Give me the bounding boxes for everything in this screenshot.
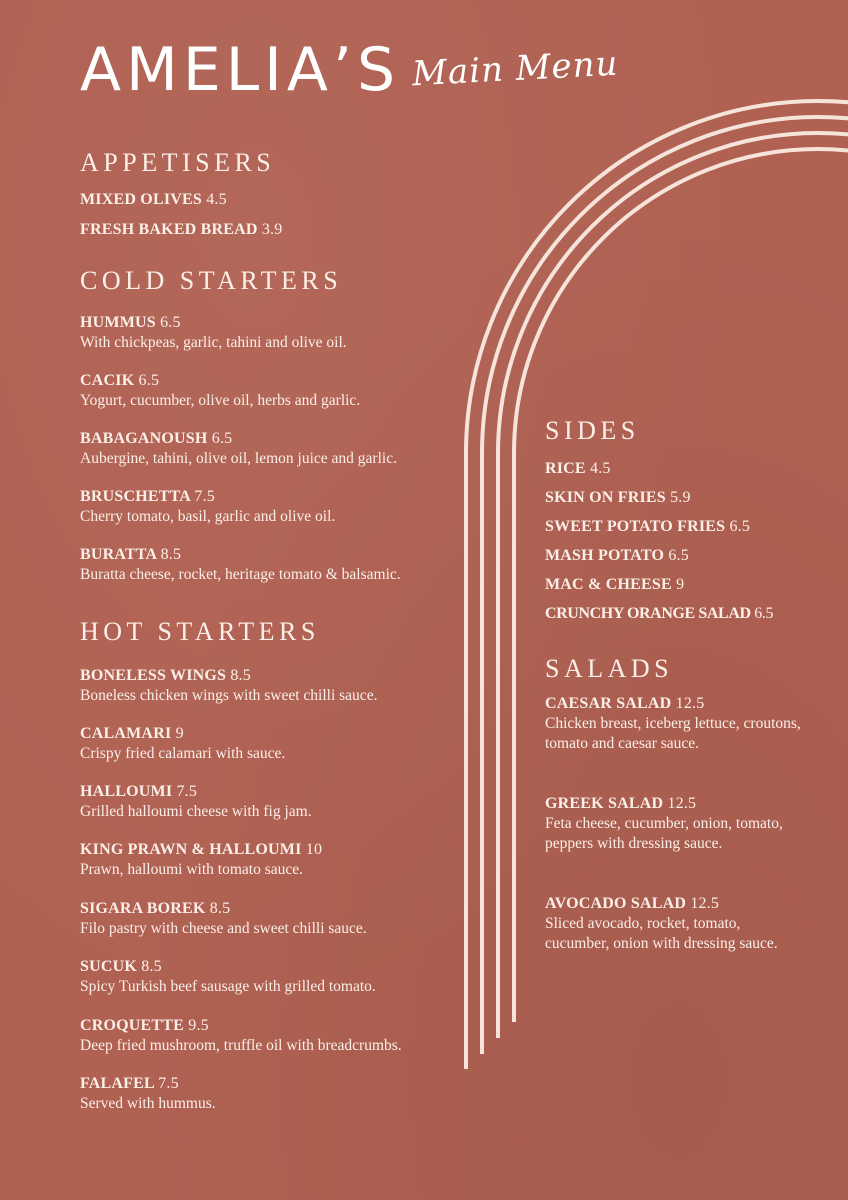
item-price: 5.9	[670, 489, 691, 506]
item-description: Crispy fried calamari with sauce.	[80, 745, 286, 762]
menu-item	[545, 577, 684, 593]
menu-item	[80, 666, 377, 706]
item-name: MAC & CHEESE	[545, 576, 672, 593]
menu-item	[80, 222, 282, 238]
item-description: Cherry tomato, basil, garlic and olive oil.	[80, 508, 336, 525]
item-price: 6.5	[668, 547, 689, 564]
item-name: BABAGANOUSH	[80, 430, 208, 447]
hot-starters-heading: HOT STARTERS	[80, 617, 320, 646]
item-name: SUCUK	[80, 958, 138, 975]
item-name: KING PRAWN & HALLOUMI	[80, 841, 302, 858]
item-price: 12.5	[675, 695, 705, 712]
menu-item	[80, 899, 367, 939]
item-name: BURATTA	[80, 546, 157, 563]
item-description: Prawn, halloumi with tomato sauce.	[80, 861, 303, 878]
menu-script-title: Main Menu	[411, 43, 620, 95]
item-name: CACIK	[80, 372, 135, 389]
menu-item	[80, 371, 360, 411]
item-name: AVOCADO SALAD	[545, 895, 687, 912]
item-price: 12.5	[667, 795, 697, 812]
item-description: Filo pastry with cheese and sweet chilli sauce.	[80, 920, 367, 937]
item-description: Feta cheese, cucumber, onion, tomato, peppers with dressing sauce.	[545, 815, 783, 852]
item-price: 7.5	[158, 1075, 179, 1092]
item-name: CRUNCHY ORANGE SALAD	[545, 605, 751, 622]
item-description: Served with hummus.	[80, 1095, 216, 1112]
item-description: Spicy Turkish beef sausage with grilled tomato.	[80, 978, 376, 995]
item-price: 4.5	[590, 460, 611, 477]
item-name: CALAMARI	[80, 725, 172, 742]
menu-item	[80, 724, 285, 764]
menu-item	[545, 519, 750, 535]
item-price: 6.5	[754, 605, 774, 622]
item-name: SIGARA BOREK	[80, 900, 206, 917]
menu-item	[545, 794, 805, 854]
item-price: 9	[676, 576, 685, 593]
item-price: 3.9	[261, 221, 283, 238]
menu-item	[545, 894, 805, 954]
item-price: 8.5	[230, 667, 251, 684]
item-name: CAESAR SALAD	[545, 695, 672, 712]
item-name: HUMMUS	[80, 314, 156, 331]
item-description: With chickpeas, garlic, tahini and olive oil.	[80, 334, 347, 351]
item-description: Sliced avocado, rocket, tomato, cucumber, onion with dressing sauce.	[545, 915, 778, 952]
menu-item	[80, 192, 227, 208]
item-name: BONELESS WINGS	[80, 667, 227, 684]
cold-starters-heading: COLD STARTERS	[80, 266, 343, 295]
restaurant-name: AMELIA’S	[80, 35, 401, 105]
item-price: 7.5	[176, 783, 198, 800]
item-price: 8.5	[141, 958, 162, 975]
item-price: 6.5	[729, 518, 751, 535]
menu-item	[545, 548, 689, 564]
menu-item	[80, 840, 322, 880]
item-name: GREEK SALAD	[545, 795, 664, 812]
item-description: Grilled halloumi cheese with fig jam.	[80, 803, 312, 820]
item-description: Boneless chicken wings with sweet chilli sauce.	[80, 687, 378, 704]
item-name: FALAFEL	[80, 1075, 155, 1092]
item-name: BRUSCHETTA	[80, 488, 191, 505]
item-price: 6.5	[211, 430, 233, 447]
item-name: RICE	[545, 460, 586, 477]
menu-item	[80, 429, 397, 469]
item-price: 6.5	[160, 314, 181, 331]
item-name: CROQUETTE	[80, 1017, 185, 1034]
item-price: 10	[305, 841, 323, 858]
item-name: MIXED OLIVES	[80, 191, 202, 208]
menu-item	[545, 694, 805, 754]
item-description: Buratta cheese, rocket, heritage tomato & balsamic.	[80, 566, 401, 583]
menu-item	[80, 487, 335, 527]
sides-heading: SIDES	[545, 416, 640, 445]
item-name: SKIN ON FRIES	[545, 489, 666, 506]
item-price: 9	[175, 725, 184, 742]
menu-item	[80, 1074, 216, 1114]
menu-item	[80, 957, 376, 997]
salads-heading: SALADS	[545, 654, 674, 683]
item-description: Deep fried mushroom, truffle oil with breadcrumbs.	[80, 1037, 402, 1054]
item-price: 6.5	[138, 372, 160, 389]
item-price: 7.5	[194, 488, 215, 505]
item-price: 8.5	[160, 546, 182, 563]
item-name: HALLOUMI	[80, 783, 173, 800]
item-description: Chicken breast, iceberg lettuce, croutons, tomato and caesar sauce.	[545, 715, 801, 752]
item-description: Yogurt, cucumber, olive oil, herbs and garlic.	[80, 392, 361, 409]
menu-item	[545, 461, 611, 477]
appetisers-heading: APPETISERS	[80, 148, 276, 177]
item-price: 4.5	[206, 191, 227, 208]
item-price: 9.5	[188, 1017, 209, 1034]
item-name: SWEET POTATO FRIES	[545, 518, 726, 535]
menu-item	[80, 313, 347, 353]
menu-item	[80, 545, 401, 585]
item-description: Aubergine, tahini, olive oil, lemon juice and garlic.	[80, 450, 397, 467]
item-name: MASH POTATO	[545, 547, 665, 564]
menu-item	[80, 1016, 402, 1056]
menu-item	[545, 606, 773, 622]
menu-item	[80, 782, 312, 822]
menu-item	[545, 490, 691, 506]
item-price: 12.5	[690, 895, 720, 912]
item-price: 8.5	[209, 900, 231, 917]
item-name: FRESH BAKED BREAD	[80, 221, 258, 238]
